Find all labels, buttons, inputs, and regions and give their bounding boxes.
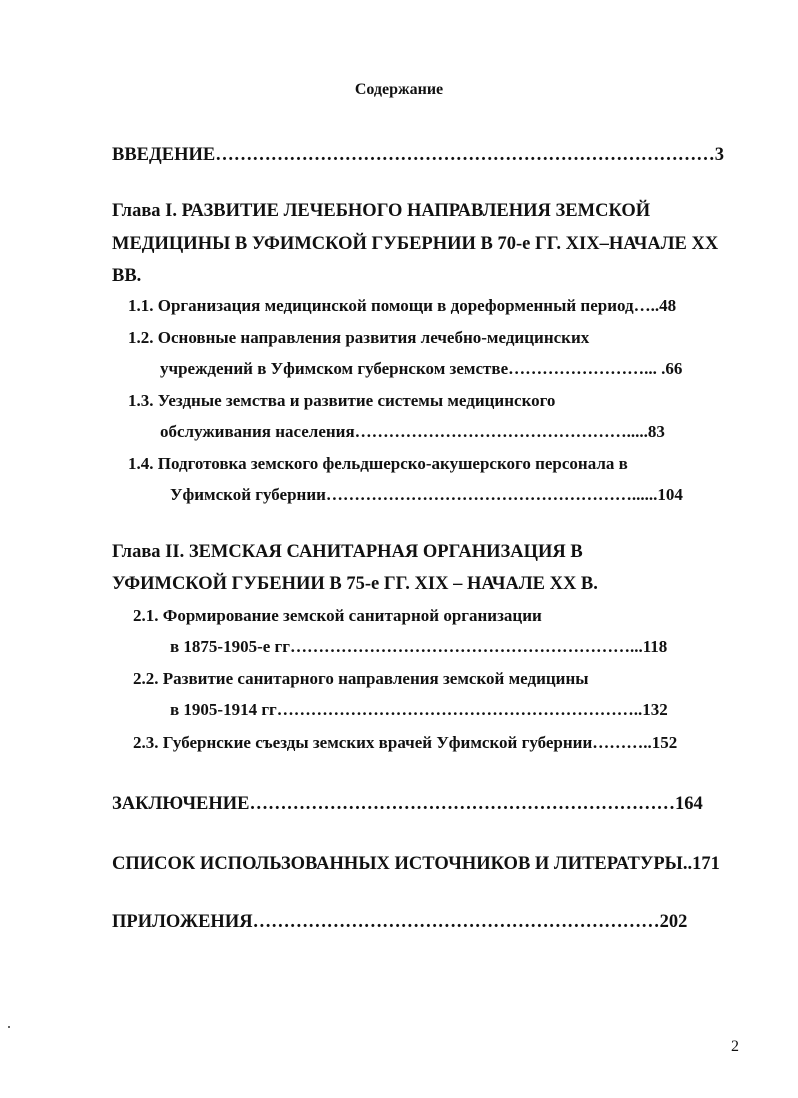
toc-entry-sources: СПИСОК ИСПОЛЬЗОВАННЫХ ИСТОЧНИКОВ И ЛИТЕРАТУРЫ..171 (112, 854, 720, 874)
toc-section-2-3: 2.3. Губернские съезды земских врачей Уфимской губернии………..152 (133, 733, 678, 752)
toc-section-1-2-line1: 1.2. Основные направления развития лечебно-медицинских (128, 328, 590, 347)
toc-section-2-1-line2: в 1875-1905-е гг……………………………………………………...118 (170, 637, 668, 656)
toc-chapter1-heading-line1: Глава I. РАЗВИТИЕ ЛЕЧЕБНОГО НАПРАВЛЕНИЯ ЗЕМСКОЙ (112, 201, 651, 221)
toc-section-1-4-line1: 1.4. Подготовка земского фельдшерско-акушерского персонала в (128, 454, 628, 473)
scan-speck (8, 1026, 10, 1028)
toc-section-2-2-line1: 2.2. Развитие санитарного направления земской медицины (133, 669, 589, 688)
toc-section-1-1: 1.1. Организация медицинской помощи в дореформенный период…..48 (128, 296, 677, 315)
toc-section-1-3-line2: обслуживания населения………………………………………….....83 (160, 422, 665, 441)
toc-section-1-3-line1: 1.3. Уездные земства и развитие системы медицинского (128, 391, 556, 410)
toc-section-2-1-line1: 2.1. Формирование земской санитарной организации (133, 606, 542, 625)
toc-chapter2-heading-line1: Глава II. ЗЕМСКАЯ САНИТАРНАЯ ОРГАНИЗАЦИЯ В (112, 542, 583, 562)
toc-title: Содержание (354, 81, 444, 98)
toc-entry-intro: ВВЕДЕНИЕ………………………………………………………………………3 (112, 145, 724, 165)
toc-section-2-2-line2: в 1905-1914 гг………………………………………………………..132 (170, 700, 668, 719)
toc-section-1-2-line2: учреждений в Уфимском губернском земстве……………………... .66 (160, 359, 683, 378)
toc-entry-appendix: ПРИЛОЖЕНИЯ…………………………………………………………202 (112, 912, 688, 932)
toc-section-1-4-line2: Уфимской губернии………………………………………………......104 (170, 485, 683, 504)
toc-chapter2-heading-line2: УФИМСКОЙ ГУБЕНИИ В 75-е ГГ. XIX – НАЧАЛЕ XX В. (112, 574, 598, 594)
page-number: 2 (731, 1038, 739, 1055)
toc-chapter1-heading-line3: ВВ. (112, 266, 142, 286)
toc-entry-conclusion: ЗАКЛЮЧЕНИЕ……………………………………………………………164 (112, 794, 703, 814)
toc-chapter1-heading-line2: МЕДИЦИНЫ В УФИМСКОЙ ГУБЕРНИИ В 70-е ГГ. XIX–НАЧАЛЕ XX (112, 234, 719, 254)
